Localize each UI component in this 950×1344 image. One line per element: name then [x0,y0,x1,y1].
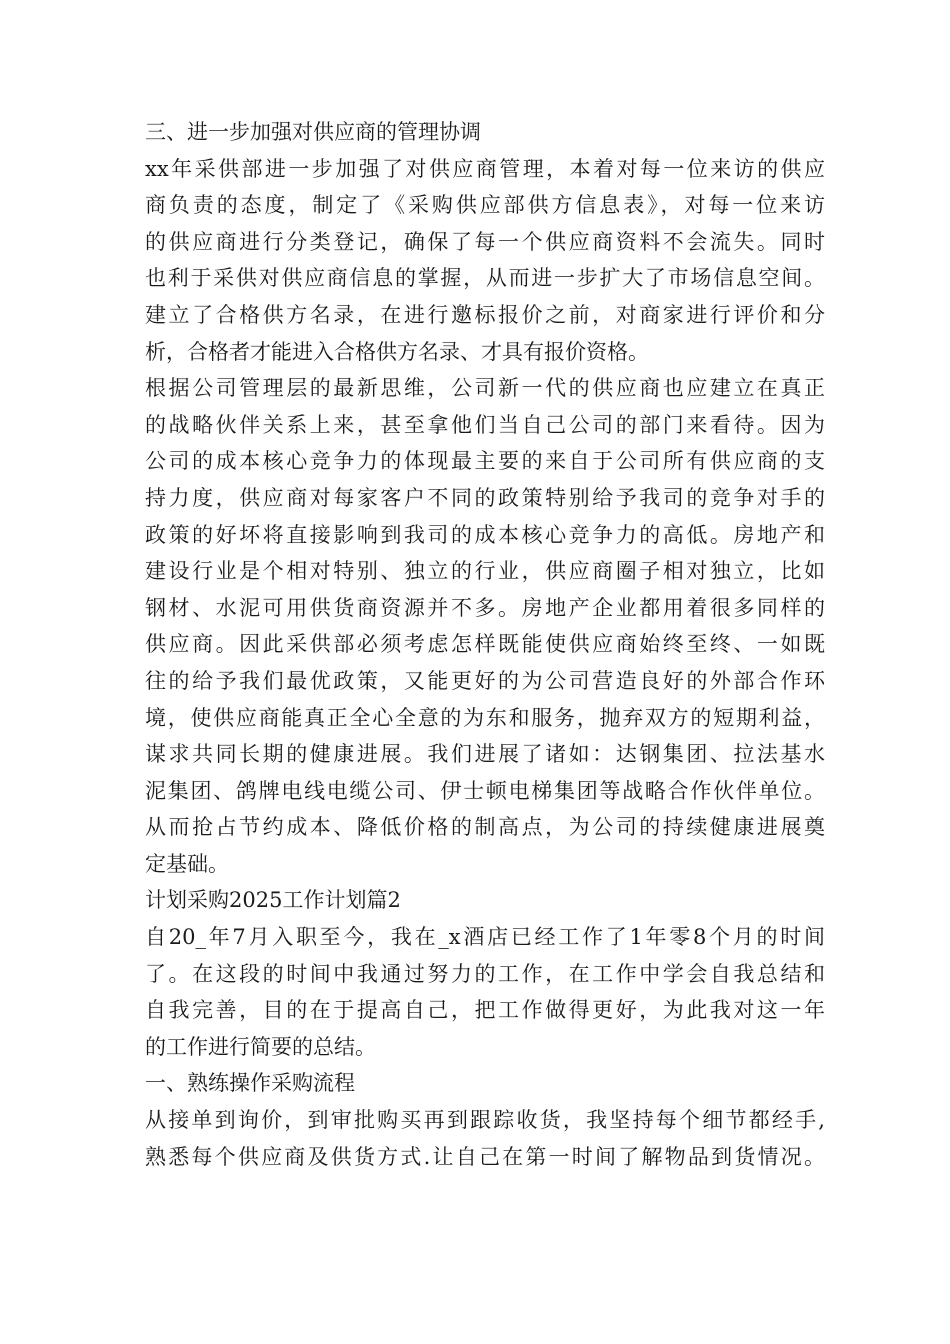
body-line: 往的给予我们最优政策，又能更好的为公司营造良好的外部合作环 [145,668,825,693]
body-line: 自我完善，目的在于提高自己，把工作做得更好，为此我对这一年 [145,998,825,1023]
body-line: 供应商。因此采供部必须考虑怎样既能使供应商始终至终、一如既 [145,632,825,657]
body-line: 公司的成本核心竞争力的体现最主要的来自于公司所有供应商的支 [145,449,825,474]
body-line: 的供应商进行分类登记，确保了每一个供应商资料不会流失。同时 [145,229,825,254]
body-line: 的工作进行简要的总结。 [145,1034,376,1059]
body-line: 也利于采供对供应商信息的掌握，从而进一步扩大了市场信息空间。 [145,266,825,291]
body-line: xx年采供部进一步加强了对供应商管理，本着对每一位来访的供应 [145,156,825,181]
body-line: 钢材、水泥可用供货商资源并不多。房地产企业都用着很多同样的 [145,595,825,620]
body-line: 根据公司管理层的最新思维，公司新一代的供应商也应建立在真正 [145,376,825,401]
body-line: 持力度，供应商对每家客户不同的政策特别给予我司的竞争对手的 [145,485,825,510]
body-line: 析，合格者才能进入合格供方名录、才具有报价资格。 [145,339,649,364]
body-line: 泥集团、鸽牌电线电缆公司、伊士顿电梯集团等战略合作伙伴单位。 [145,778,825,803]
body-line: 建立了合格供方名录，在进行邀标报价之前，对商家进行评价和分 [145,302,825,327]
document-body [145,114,825,1175]
body-line: 自20_年7月入职至今，我在_x酒店已经工作了1年零8个月的时间 [145,925,825,950]
body-line: 了。在这段的时间中我通过努力的工作，在工作中学会自我总结和 [145,961,825,986]
body-line: 建设行业是个相对特别、独立的行业，供应商圈子相对独立，比如 [145,559,825,584]
section-heading: 计划采购2025工作计划篇2 [145,888,401,913]
section-heading: 三、进一步加强对供应商的管理协调 [145,120,481,144]
body-line: 商负责的态度，制定了《采购供应部供方信息表》，对每一位来访 [145,193,825,218]
body-line: 政策的好坏将直接影响到我司的成本核心竞争力的高低。房地产和 [145,522,825,547]
section-heading: 一、熟练操作采购流程 [145,1071,355,1096]
body-line: 谋求共同长期的健康进展。我们进展了诸如：达钢集团、拉法基水 [145,742,825,767]
body-line: 境，使供应商能真正全心全意的为东和服务，抛弃双方的短期利益， [145,705,825,730]
body-line: 从而抢占节约成本、降低价格的制高点，为公司的持续健康进展奠 [145,815,825,840]
body-line: 从接单到询价，到审批购买再到跟踪收货，我坚持每个细节都经手, [145,1108,825,1133]
body-line: 熟悉每个供应商及供货方式.让自己在第一时间了解物品到货情况。 [145,1144,825,1169]
body-line: 的战略伙伴关系上来，甚至拿他们当自己公司的部门来看待。因为 [145,412,825,437]
body-line: 定基础。 [145,851,229,876]
